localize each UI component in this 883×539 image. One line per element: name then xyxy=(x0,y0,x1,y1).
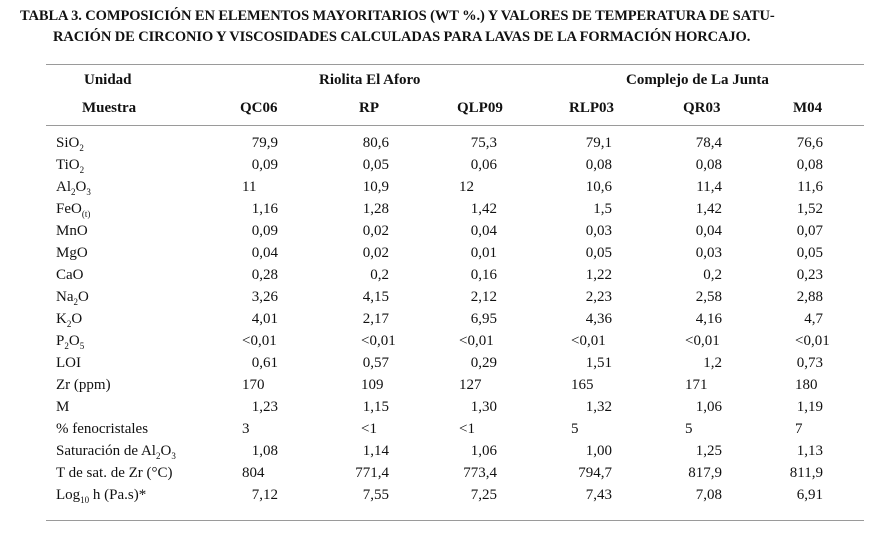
row-label xyxy=(56,179,91,196)
table-cell: 0,2 xyxy=(703,267,722,283)
table-cell: 3,26 xyxy=(251,289,278,305)
table-cell: 76,6 xyxy=(796,135,823,151)
table-cell: 7,43 xyxy=(585,487,612,503)
table-cell: 3 xyxy=(242,421,250,437)
table-cell: 4,15 xyxy=(362,289,389,305)
row-label-subscript: 2 xyxy=(66,319,72,329)
table-cell: 2,58 xyxy=(695,289,722,305)
table-cell: 4,16 xyxy=(695,311,722,327)
table-cell: 1,32 xyxy=(585,399,612,415)
table-cell: 1,16 xyxy=(251,201,278,217)
row-label-subscript: 2 xyxy=(73,297,78,307)
caption-line-1: TABLA 3. COMPOSICIÓN EN ELEMENTOS MAYORITARIOS (WT %.) Y VALORES DE TEMPERATURA DE SATU- xyxy=(20,8,775,24)
sample-header: RLP03 xyxy=(569,100,614,116)
row-label xyxy=(56,157,84,174)
row-label xyxy=(56,135,84,152)
table-cell: <0,01 xyxy=(685,333,720,349)
row-label-text: Zr (ppm) xyxy=(56,377,111,393)
row-label xyxy=(56,289,89,306)
table-cell: 0,09 xyxy=(251,157,278,173)
table-cell: 773,4 xyxy=(463,465,497,481)
row-label-suffix: O xyxy=(75,179,87,195)
row-label-subscript: 3 xyxy=(86,187,91,197)
sample-header: QR03 xyxy=(683,100,721,116)
table-cell: 1,42 xyxy=(470,201,497,217)
row-label xyxy=(56,487,146,504)
row-label-subscript: 5 xyxy=(79,341,85,351)
table-cell: 1,06 xyxy=(695,399,722,415)
row-label-suffix: h (Pa.s)* xyxy=(89,487,147,503)
table-cell: 80,6 xyxy=(362,135,389,151)
table-cell: 127 xyxy=(459,377,482,393)
table-cell: 10,9 xyxy=(362,179,389,195)
row-label-suffix: O xyxy=(160,443,172,459)
bottom-rule xyxy=(46,520,864,521)
header-rule xyxy=(46,125,864,126)
table-cell: 1,51 xyxy=(585,355,612,371)
row-label-subscript: 2 xyxy=(79,165,85,175)
row-label xyxy=(56,355,81,372)
table-cell: 6,91 xyxy=(796,487,823,503)
table-cell: 7,12 xyxy=(251,487,278,503)
top-rule xyxy=(46,64,864,65)
table-cell: <0,01 xyxy=(242,333,277,349)
table-cell: 0,01 xyxy=(470,245,497,261)
sample-header: QC06 xyxy=(240,100,278,116)
table-cell: 165 xyxy=(571,377,594,393)
row-label-suffix: O xyxy=(71,311,83,327)
row-label-subscript: 2 xyxy=(155,451,161,461)
table-cell: <1 xyxy=(361,421,377,437)
table-cell: 771,4 xyxy=(355,465,389,481)
row-label xyxy=(56,465,173,482)
row-label-text: MgO xyxy=(56,245,88,261)
row-label-suffix: O xyxy=(78,289,89,305)
table-cell: 0,03 xyxy=(585,223,612,239)
table-cell: 1,30 xyxy=(470,399,497,415)
row-label-subscript: 10 xyxy=(80,495,90,505)
table-cell: 0,03 xyxy=(695,245,722,261)
table-cell: <0,01 xyxy=(571,333,606,349)
table-cell: 11,4 xyxy=(696,179,722,195)
table-caption xyxy=(20,6,870,48)
table-cell: 1,19 xyxy=(796,399,823,415)
row-label xyxy=(56,333,84,350)
row-label-subscript: (t) xyxy=(81,209,91,219)
table-cell: 0,04 xyxy=(251,245,278,261)
row-label-text: LOI xyxy=(56,355,81,371)
table-cell: 1,5 xyxy=(593,201,612,217)
table-cell: 171 xyxy=(685,377,708,393)
row-label-text: TiO xyxy=(56,157,80,173)
table-cell: 75,3 xyxy=(470,135,497,151)
row-label-subscript: 2 xyxy=(79,143,84,153)
row-label xyxy=(56,267,84,284)
table-cell: 0,2 xyxy=(370,267,389,283)
table-cell: 4,36 xyxy=(585,311,612,327)
row-label-text: K xyxy=(56,311,67,327)
row-label xyxy=(56,223,88,240)
table-cell: 79,1 xyxy=(585,135,612,151)
table-cell: 0,04 xyxy=(470,223,497,239)
table-cell: 6,95 xyxy=(470,311,497,327)
table-cell: 0,05 xyxy=(362,157,389,173)
table-cell: <0,01 xyxy=(361,333,396,349)
row-label xyxy=(56,443,176,460)
table-cell: 2,12 xyxy=(470,289,497,305)
table-cell: 1,15 xyxy=(362,399,389,415)
table-cell: 0,08 xyxy=(796,157,823,173)
table-cell: 7,25 xyxy=(470,487,497,503)
row-label xyxy=(56,421,148,438)
table-cell: 811,9 xyxy=(789,465,823,481)
row-label-subscript: 2 xyxy=(64,341,69,351)
table-cell: 1,23 xyxy=(251,399,278,415)
table-cell: 0,02 xyxy=(362,223,389,239)
table-cell: 7,55 xyxy=(362,487,389,503)
row-label-suffix: O xyxy=(68,333,80,349)
table-cell: 5 xyxy=(685,421,693,437)
table-cell: 2,23 xyxy=(585,289,612,305)
table-cell: 0,08 xyxy=(695,157,722,173)
group-header-riolita: Riolita El Aforo xyxy=(319,72,421,88)
table-cell: 1,2 xyxy=(703,355,722,371)
table-cell: 1,14 xyxy=(362,443,389,459)
table-cell: 0,73 xyxy=(796,355,823,371)
table-cell: 1,28 xyxy=(362,201,389,217)
table-cell: 0,61 xyxy=(251,355,278,371)
sample-header: M04 xyxy=(793,100,823,116)
muestra-header: Muestra xyxy=(82,100,137,116)
table-cell: 817,9 xyxy=(688,465,722,481)
table-cell: 109 xyxy=(361,377,384,393)
row-label xyxy=(56,399,69,416)
table-cell: 2,17 xyxy=(362,311,389,327)
row-label xyxy=(56,201,90,218)
table-cell: 794,7 xyxy=(578,465,612,481)
sample-header: RP xyxy=(359,100,379,116)
caption-line-2: RACIÓN DE CIRCONIO Y VISCOSIDADES CALCULADAS PARA LAVAS DE LA FORMACIÓN HORCAJO. xyxy=(53,29,751,45)
table-cell: 1,08 xyxy=(251,443,278,459)
table-cell: 12 xyxy=(459,179,474,195)
table-cell: <0,01 xyxy=(795,333,830,349)
table-cell: <0,01 xyxy=(459,333,494,349)
table-cell: 7,08 xyxy=(695,487,722,503)
table-cell: 11,6 xyxy=(797,179,823,195)
table-cell: 0,05 xyxy=(585,245,612,261)
table-cell: 1,52 xyxy=(796,201,823,217)
row-label-text: Al xyxy=(56,179,71,195)
table-cell: 1,42 xyxy=(695,201,722,217)
row-label-text: M xyxy=(56,399,70,415)
table-cell: 0,08 xyxy=(585,157,612,173)
table-cell: 804 xyxy=(242,465,265,481)
row-label-subscript: 2 xyxy=(71,187,76,197)
table-cell: 11 xyxy=(242,179,257,195)
table-cell: 180 xyxy=(795,377,818,393)
group-header-complejo: Complejo de La Junta xyxy=(626,72,769,88)
table-cell: 79,9 xyxy=(251,135,278,151)
table-cell: 0,07 xyxy=(796,223,823,239)
table-cell: 0,29 xyxy=(470,355,497,371)
table-cell: 0,28 xyxy=(251,267,278,283)
table-cell: 0,04 xyxy=(695,223,722,239)
table-cell: 1,22 xyxy=(585,267,612,283)
table-cell: 4,7 xyxy=(804,311,823,327)
table-cell: 0,09 xyxy=(251,223,278,239)
row-label-text: Saturación de Al xyxy=(56,443,156,459)
sample-header: QLP09 xyxy=(457,100,503,116)
row-label xyxy=(56,311,82,328)
table-cell: 0,16 xyxy=(470,267,497,283)
unidad-header: Unidad xyxy=(84,72,132,88)
table-cell: 0,05 xyxy=(796,245,823,261)
table-cell: 10,6 xyxy=(585,179,612,195)
table-cell: 2,88 xyxy=(796,289,823,305)
row-label-text: SiO xyxy=(56,135,80,151)
table-cell: 0,02 xyxy=(362,245,389,261)
row-label-text: % fenocristales xyxy=(56,421,149,437)
row-label-text: MnO xyxy=(56,223,88,239)
table-cell: 5 xyxy=(571,421,579,437)
row-label-text: FeO xyxy=(56,201,82,217)
row-label-text: P xyxy=(56,333,65,349)
table-cell: 78,4 xyxy=(695,135,722,151)
table-cell: <1 xyxy=(459,421,475,437)
table-cell: 1,00 xyxy=(585,443,612,459)
table-cell: 4,01 xyxy=(251,311,278,327)
row-label xyxy=(56,377,111,394)
table-cell: 0,23 xyxy=(796,267,823,283)
row-label-subscript: 3 xyxy=(171,451,176,461)
row-label-text: T de sat. de Zr (°C) xyxy=(56,465,173,481)
table-cell: 1,25 xyxy=(695,443,722,459)
table-cell: 170 xyxy=(242,377,265,393)
row-label-text: CaO xyxy=(56,267,84,283)
table-cell: 0,57 xyxy=(362,355,389,371)
table-cell: 1,13 xyxy=(796,443,823,459)
row-label-text: Log xyxy=(56,487,81,503)
table-cell: 1,06 xyxy=(470,443,497,459)
table-cell: 7 xyxy=(795,421,803,437)
row-label xyxy=(56,245,88,262)
table-cell: 0,06 xyxy=(470,157,497,173)
row-label-text: Na xyxy=(56,289,74,305)
